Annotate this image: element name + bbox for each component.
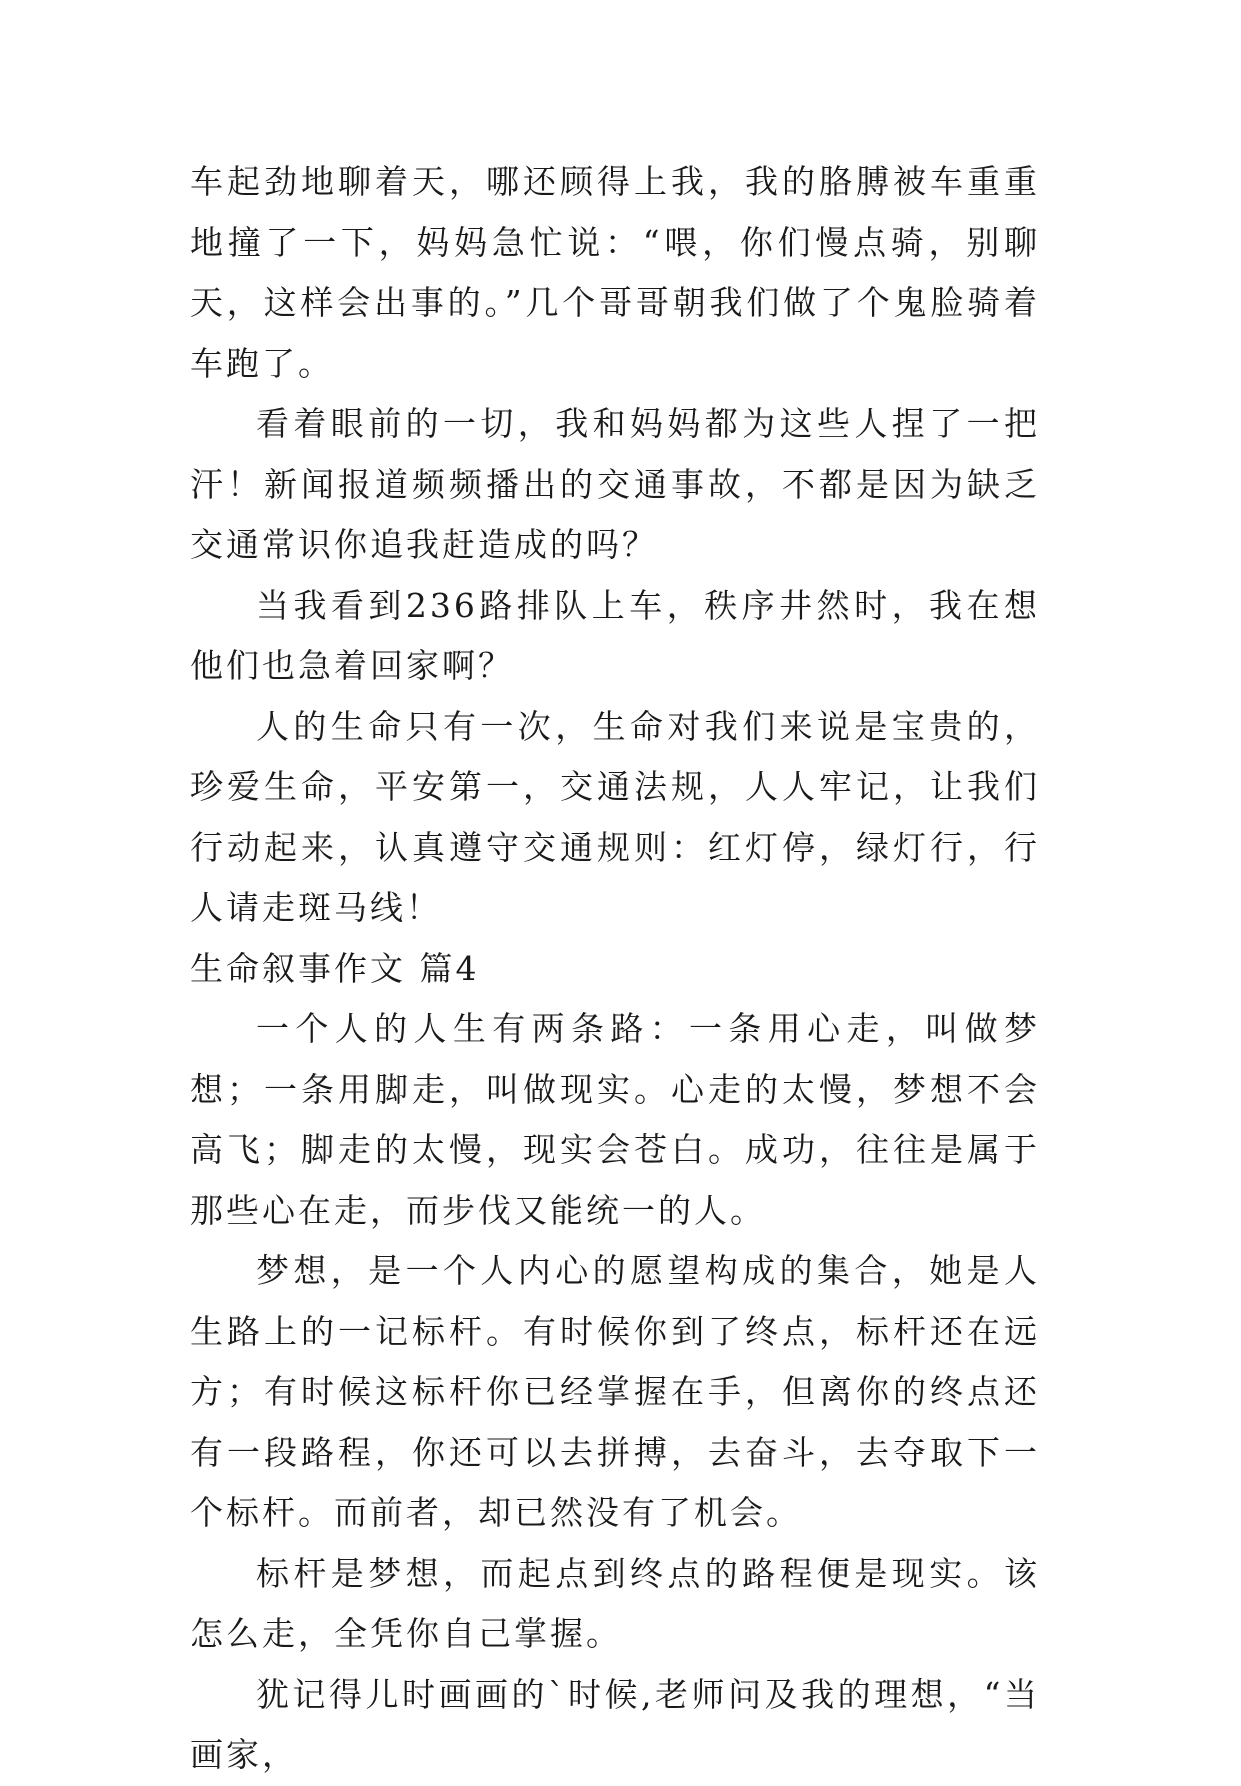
paragraph: 标杆是梦想，而起点到终点的路程便是现实。该怎么走，全凭你自己掌握。 [190, 1553, 1040, 1653]
paragraph: 当我看到236路排队上车，秩序井然时，我在想他们也急着回家啊？ [190, 585, 1040, 685]
paragraph: 一个人的人生有两条路：一条用心走，叫做梦想；一条用脚走，叫做现实。心走的太慢，梦想不会高飞；脚走的太慢，现实会苍白。成功，往往是属于那些心在走，而步伐又能统一的人。 [190, 1009, 1040, 1230]
paragraph: 梦想，是一个人内心的愿望构成的集合，她是人生路上的一记标杆。有时候你到了终点，标杆还在远方；有时候这标杆你已经掌握在手，但离你的终点还有一段路程，你还可以去拼搏，去奋斗，去夺取下一个标杆。而前者，却已然没有了机会。 [190, 1251, 1040, 1532]
paragraph: 人的生命只有一次，生命对我们来说是宝贵的，珍爱生命，平安第一，交通法规，人人牢记，让我们行动起来，认真遵守交通规则：红灯停，绿灯行，行人请走斑马线！ [190, 706, 1040, 927]
paragraph: 犹记得儿时画画的`时候,老师问及我的理想，“当画家， [190, 1674, 1040, 1774]
paragraph: 看着眼前的一切，我和妈妈都为这些人捏了一把汗！新闻报道频频播出的交通事故，不都是因为缺乏交通常识你追我赶造成的吗？ [190, 404, 1040, 564]
section-title: 生命叙事作文 篇4 [190, 948, 480, 988]
paragraph-continued: 车起劲地聊着天，哪还顾得上我，我的胳膊被车重重地撞了一下，妈妈急忙说：“喂，你们慢点骑，别聊天，这样会出事的。”几个哥哥朝我们做了个鬼脸骑着车跑了。 [190, 162, 1040, 383]
document-body [190, 152, 1040, 1786]
